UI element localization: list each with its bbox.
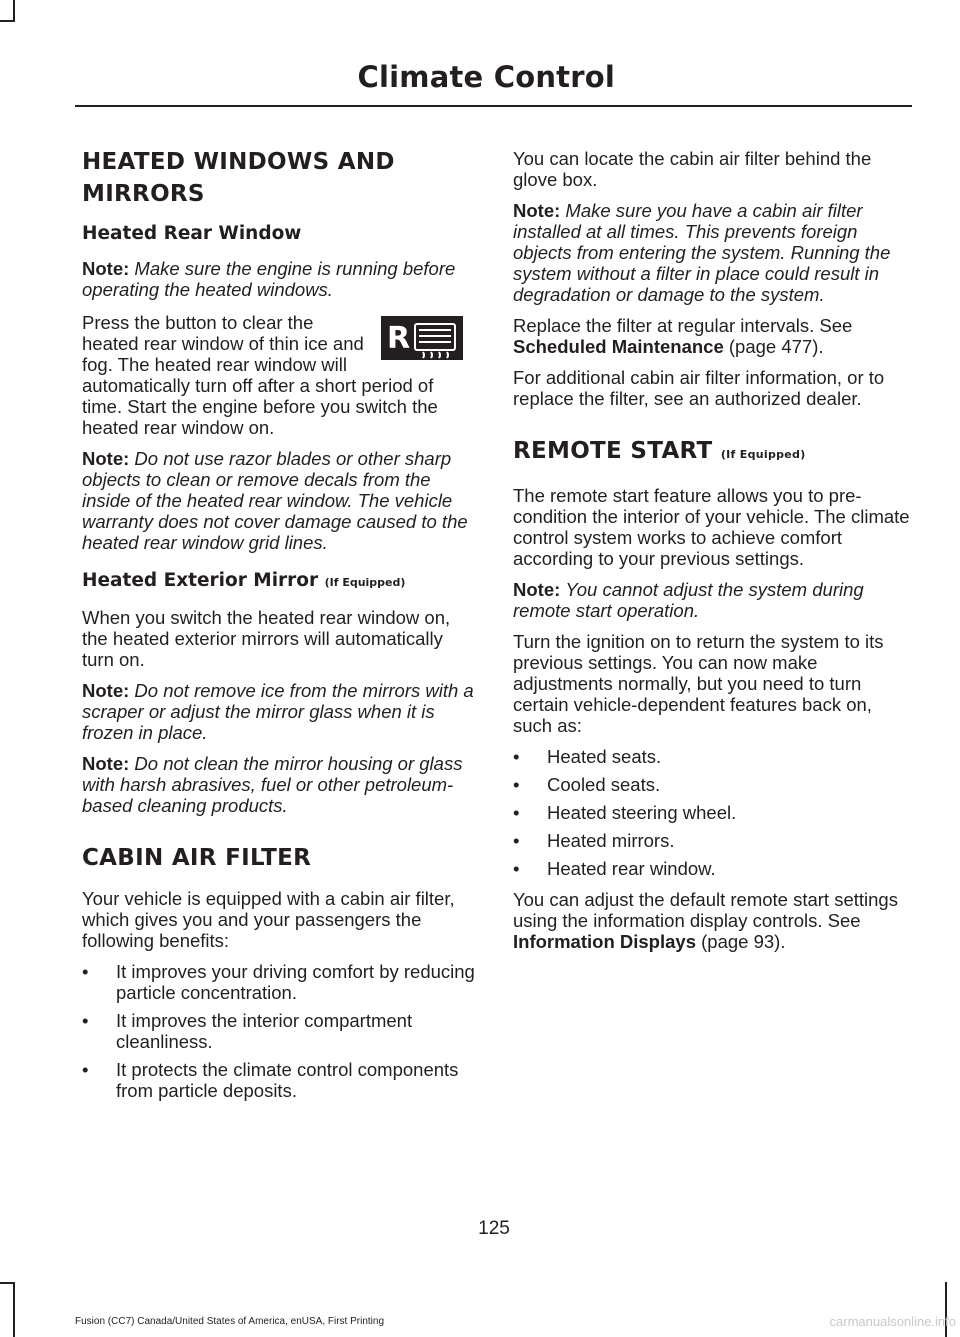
list-item bbox=[82, 961, 477, 1003]
para-text: You can adjust the default remote start settings using the information display controls. See bbox=[513, 889, 898, 931]
para-replace-filter bbox=[513, 315, 910, 357]
list-item bbox=[513, 858, 910, 879]
bullet-icon: • bbox=[513, 802, 520, 823]
bullet-icon: • bbox=[513, 830, 520, 851]
note-scraper bbox=[82, 680, 477, 743]
list-item bbox=[513, 746, 910, 767]
para-press-button-text: Press the button to clear the heated rear window of thin ice and fog. The heated rear window will automatically turn off after a short period of time. Start the engine before you switch the heated rear window on. bbox=[82, 312, 438, 438]
heading-text: REMOTE START bbox=[513, 438, 713, 464]
list-item-text: It improves the interior compartment cleanliness. bbox=[116, 1010, 413, 1052]
crop-mark-top-left-v bbox=[13, 0, 15, 22]
bullet-icon: • bbox=[82, 1059, 89, 1080]
para-default-settings bbox=[513, 889, 910, 952]
heading-remote-start bbox=[513, 435, 910, 471]
crop-mark-bottom-left-v bbox=[13, 1282, 15, 1337]
list-item bbox=[513, 802, 910, 823]
bullet-icon: • bbox=[513, 746, 520, 767]
note-label: Note: bbox=[513, 200, 561, 221]
crop-mark-top-left-h bbox=[0, 20, 15, 22]
page-header-title: Climate Control bbox=[357, 60, 615, 94]
note-abrasives bbox=[82, 753, 477, 816]
link-scheduled-maintenance[interactable]: Scheduled Maintenance bbox=[513, 336, 724, 357]
left-column bbox=[82, 146, 477, 1111]
icon-letter-r: R bbox=[387, 321, 411, 356]
features-list bbox=[513, 746, 910, 879]
note-text: Do not clean the mirror housing or glass with harsh abrasives, fuel or other petroleum-based cleaning products. bbox=[82, 753, 463, 816]
footer-printing-info: Fusion (CC7) Canada/United States of America, enUSA, First Printing bbox=[75, 1316, 385, 1327]
para-remote-start: The remote start feature allows you to pre-condition the interior of your vehicle. The climate control system works to achieve comfort according to your previous settings. bbox=[513, 485, 910, 569]
list-item-text: It improves your driving comfort by reducing particle concentration. bbox=[116, 961, 475, 1003]
if-equipped-tag: (If Equipped) bbox=[324, 576, 406, 589]
list-item-text: Cooled seats. bbox=[547, 774, 661, 795]
note-text: Do not use razor blades or other sharp objects to clean or remove decals from the inside of the heated rear window. The vehicle warranty does not cover damage caused to the heated rear window grid lines. bbox=[82, 448, 468, 553]
list-item-text: It protects the climate control components from particle deposits. bbox=[116, 1059, 459, 1101]
note-engine-running bbox=[82, 258, 477, 300]
list-item bbox=[82, 1010, 477, 1052]
list-item bbox=[513, 830, 910, 851]
note-label: Note: bbox=[82, 680, 130, 701]
heading-heated-exterior-mirror bbox=[82, 569, 477, 595]
para-additional-info: For additional cabin air filter information, or to replace the filter, see an authorized dealer. bbox=[513, 367, 885, 409]
list-item-text: Heated rear window. bbox=[547, 858, 716, 879]
note-text: Do not remove ice from the mirrors with a scraper or adjust the mirror glass when it is frozen in place. bbox=[82, 680, 474, 743]
crop-mark-bottom-left-h bbox=[0, 1282, 15, 1284]
heading-heated-rear-window: Heated Rear Window bbox=[82, 223, 302, 244]
para-cabin-benefits: Your vehicle is equipped with a cabin air filter, which gives you and your passengers the following benefits: bbox=[82, 888, 455, 951]
if-equipped-tag: (If Equipped) bbox=[720, 448, 806, 461]
list-item bbox=[82, 1059, 477, 1101]
page-reference: (page 93). bbox=[695, 931, 786, 952]
page-reference: (page 477). bbox=[723, 336, 824, 357]
para-mirrors-turn-on: When you switch the heated rear window on, the heated exterior mirrors will automatically turn on. bbox=[82, 607, 451, 670]
right-column bbox=[513, 146, 910, 962]
bullet-icon: • bbox=[82, 961, 89, 982]
note-text: Make sure the engine is running before operating the heated windows. bbox=[82, 258, 456, 300]
heading-heated-windows: HEATED WINDOWS AND MIRRORS bbox=[82, 149, 395, 207]
note-text: Make sure you have a cabin air filter installed at all times. This prevents foreign objects from entering the system. Running the system without a filter in place could result in degradation or damage to the system. bbox=[513, 200, 891, 305]
benefits-list bbox=[82, 961, 477, 1101]
bullet-icon: • bbox=[513, 774, 520, 795]
heading-cabin-air-filter: CABIN AIR FILTER bbox=[82, 845, 312, 871]
bullet-icon: • bbox=[513, 858, 520, 879]
list-item-text: Heated mirrors. bbox=[547, 830, 675, 851]
list-item bbox=[513, 774, 910, 795]
note-filter-installed bbox=[513, 200, 910, 305]
list-item-text: Heated seats. bbox=[547, 746, 662, 767]
heading-text: Heated Exterior Mirror bbox=[82, 570, 319, 591]
bullet-icon: • bbox=[82, 1010, 89, 1031]
para-press-button bbox=[82, 312, 477, 438]
para-locate-filter: You can locate the cabin air filter behind the glove box. bbox=[513, 148, 872, 190]
para-ignition: Turn the ignition on to return the system to its previous settings. You can now make adjustments normally, but you need to turn certain vehicle-dependent features back on, such as: bbox=[513, 631, 884, 736]
note-label: Note: bbox=[82, 448, 130, 469]
note-label: Note: bbox=[82, 753, 130, 774]
watermark: carmanualsonline.info bbox=[829, 1314, 956, 1329]
para-text: Replace the filter at regular intervals. See bbox=[513, 315, 853, 336]
link-information-displays[interactable]: Information Displays bbox=[513, 931, 696, 952]
page-number: 125 bbox=[478, 1218, 510, 1239]
list-item-text: Heated steering wheel. bbox=[547, 802, 737, 823]
heated-rear-window-icon bbox=[381, 316, 463, 360]
note-remote-adjust bbox=[513, 579, 910, 621]
note-razor-blades bbox=[82, 448, 477, 553]
header-rule bbox=[75, 105, 912, 107]
note-label: Note: bbox=[82, 258, 130, 279]
note-label: Note: bbox=[513, 579, 561, 600]
note-text: You cannot adjust the system during remote start operation. bbox=[513, 579, 864, 621]
